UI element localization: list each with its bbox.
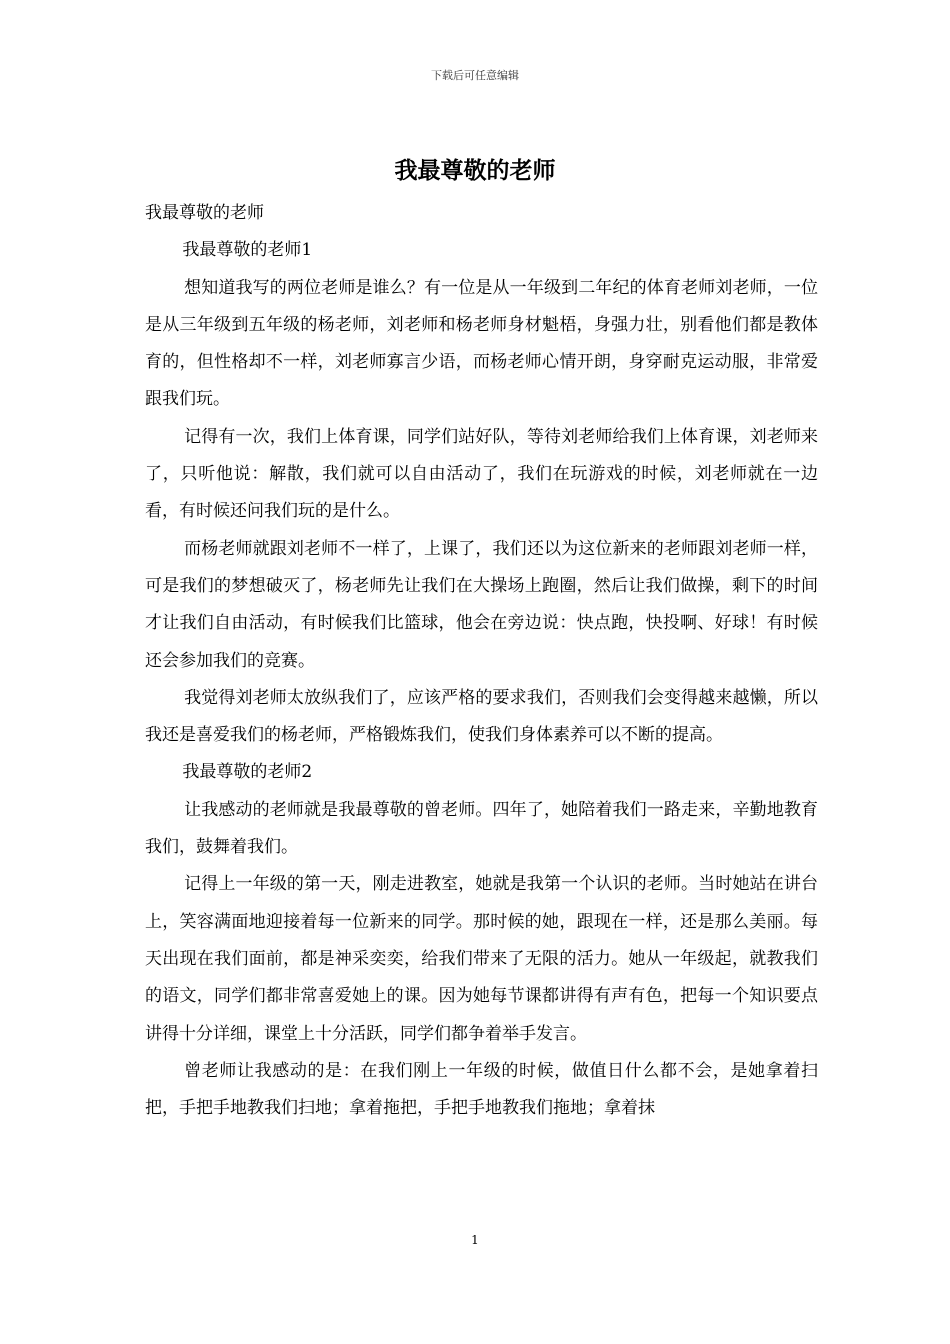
intro-heading: 我最尊敬的老师 <box>145 203 264 223</box>
document-title: 我最尊敬的老师 <box>394 157 556 184</box>
page-header-note: 下载后可任意编辑 <box>431 69 519 82</box>
body-paragraph: 记得上一年级的第一天，刚走进教室，她就是我第一个认识的老师。当时她站在讲台上，笑容满面地迎接着每一位新来的同学。那时候的她，跟现在一样，还是那么美丽。每天出现在我们面前，都是神采奕奕，给我们带来了无限的活力。她从一年级起，就教我们的语文，同学们都非常喜爱她上的课。因为她每节课都讲得有声有色，把每一个知识要点讲得十分详细，课堂上十分活跃，同学们都争着举手发言。 <box>145 874 818 1044</box>
body-paragraph: 而杨老师就跟刘老师不一样了，上课了，我们还以为这位新来的老师跟刘老师一样，可是我们的梦想破灭了，杨老师先让我们在大操场上跑圈，然后让我们做操，剩下的时间才让我们自由活动，有时候我们比篮球，他会在旁边说：快点跑，快投啊、好球！有时候还会参加我们的竞赛。 <box>145 538 818 671</box>
section-heading: 我最尊敬的老师1 <box>182 240 313 261</box>
page-number: 1 <box>471 1233 479 1247</box>
body-paragraph: 曾老师让我感动的是：在我们刚上一年级的时候，做值日什么都不会，是她拿着扫把，手把手地教我们扫地；拿着拖把，手把手地教我们拖地；拿着抹 <box>145 1060 818 1119</box>
body-paragraph: 我觉得刘老师太放纵我们了，应该严格的要求我们，否则我们会变得越来越懒，所以我还是喜爱我们的杨老师，严格锻炼我们，使我们身体素养可以不断的提高。 <box>145 687 818 746</box>
section-heading: 我最尊敬的老师2 <box>182 762 313 783</box>
body-paragraph: 记得有一次，我们上体育课，同学们站好队，等待刘老师给我们上体育课，刘老师来了，只听他说：解散，我们就可以自由活动了，我们在玩游戏的时候，刘老师就在一边看，有时候还问我们玩的是什么。 <box>145 426 818 522</box>
body-paragraph: 想知道我写的两位老师是谁么？有一位是从一年级到二年纪的体育老师刘老师，一位是从三年级到五年级的杨老师，刘老师和杨老师身材魁梧，身强力壮，别看他们都是教体育的，但性格却不一样，刘老师寡言少语，而杨老师心情开朗，身穿耐克运动服，非常爱跟我们玩。 <box>145 277 818 410</box>
body-paragraph: 让我感动的老师就是我最尊敬的曾老师。四年了，她陪着我们一路走来，辛勤地教育我们，鼓舞着我们。 <box>145 799 818 858</box>
document-body <box>145 195 818 1127</box>
